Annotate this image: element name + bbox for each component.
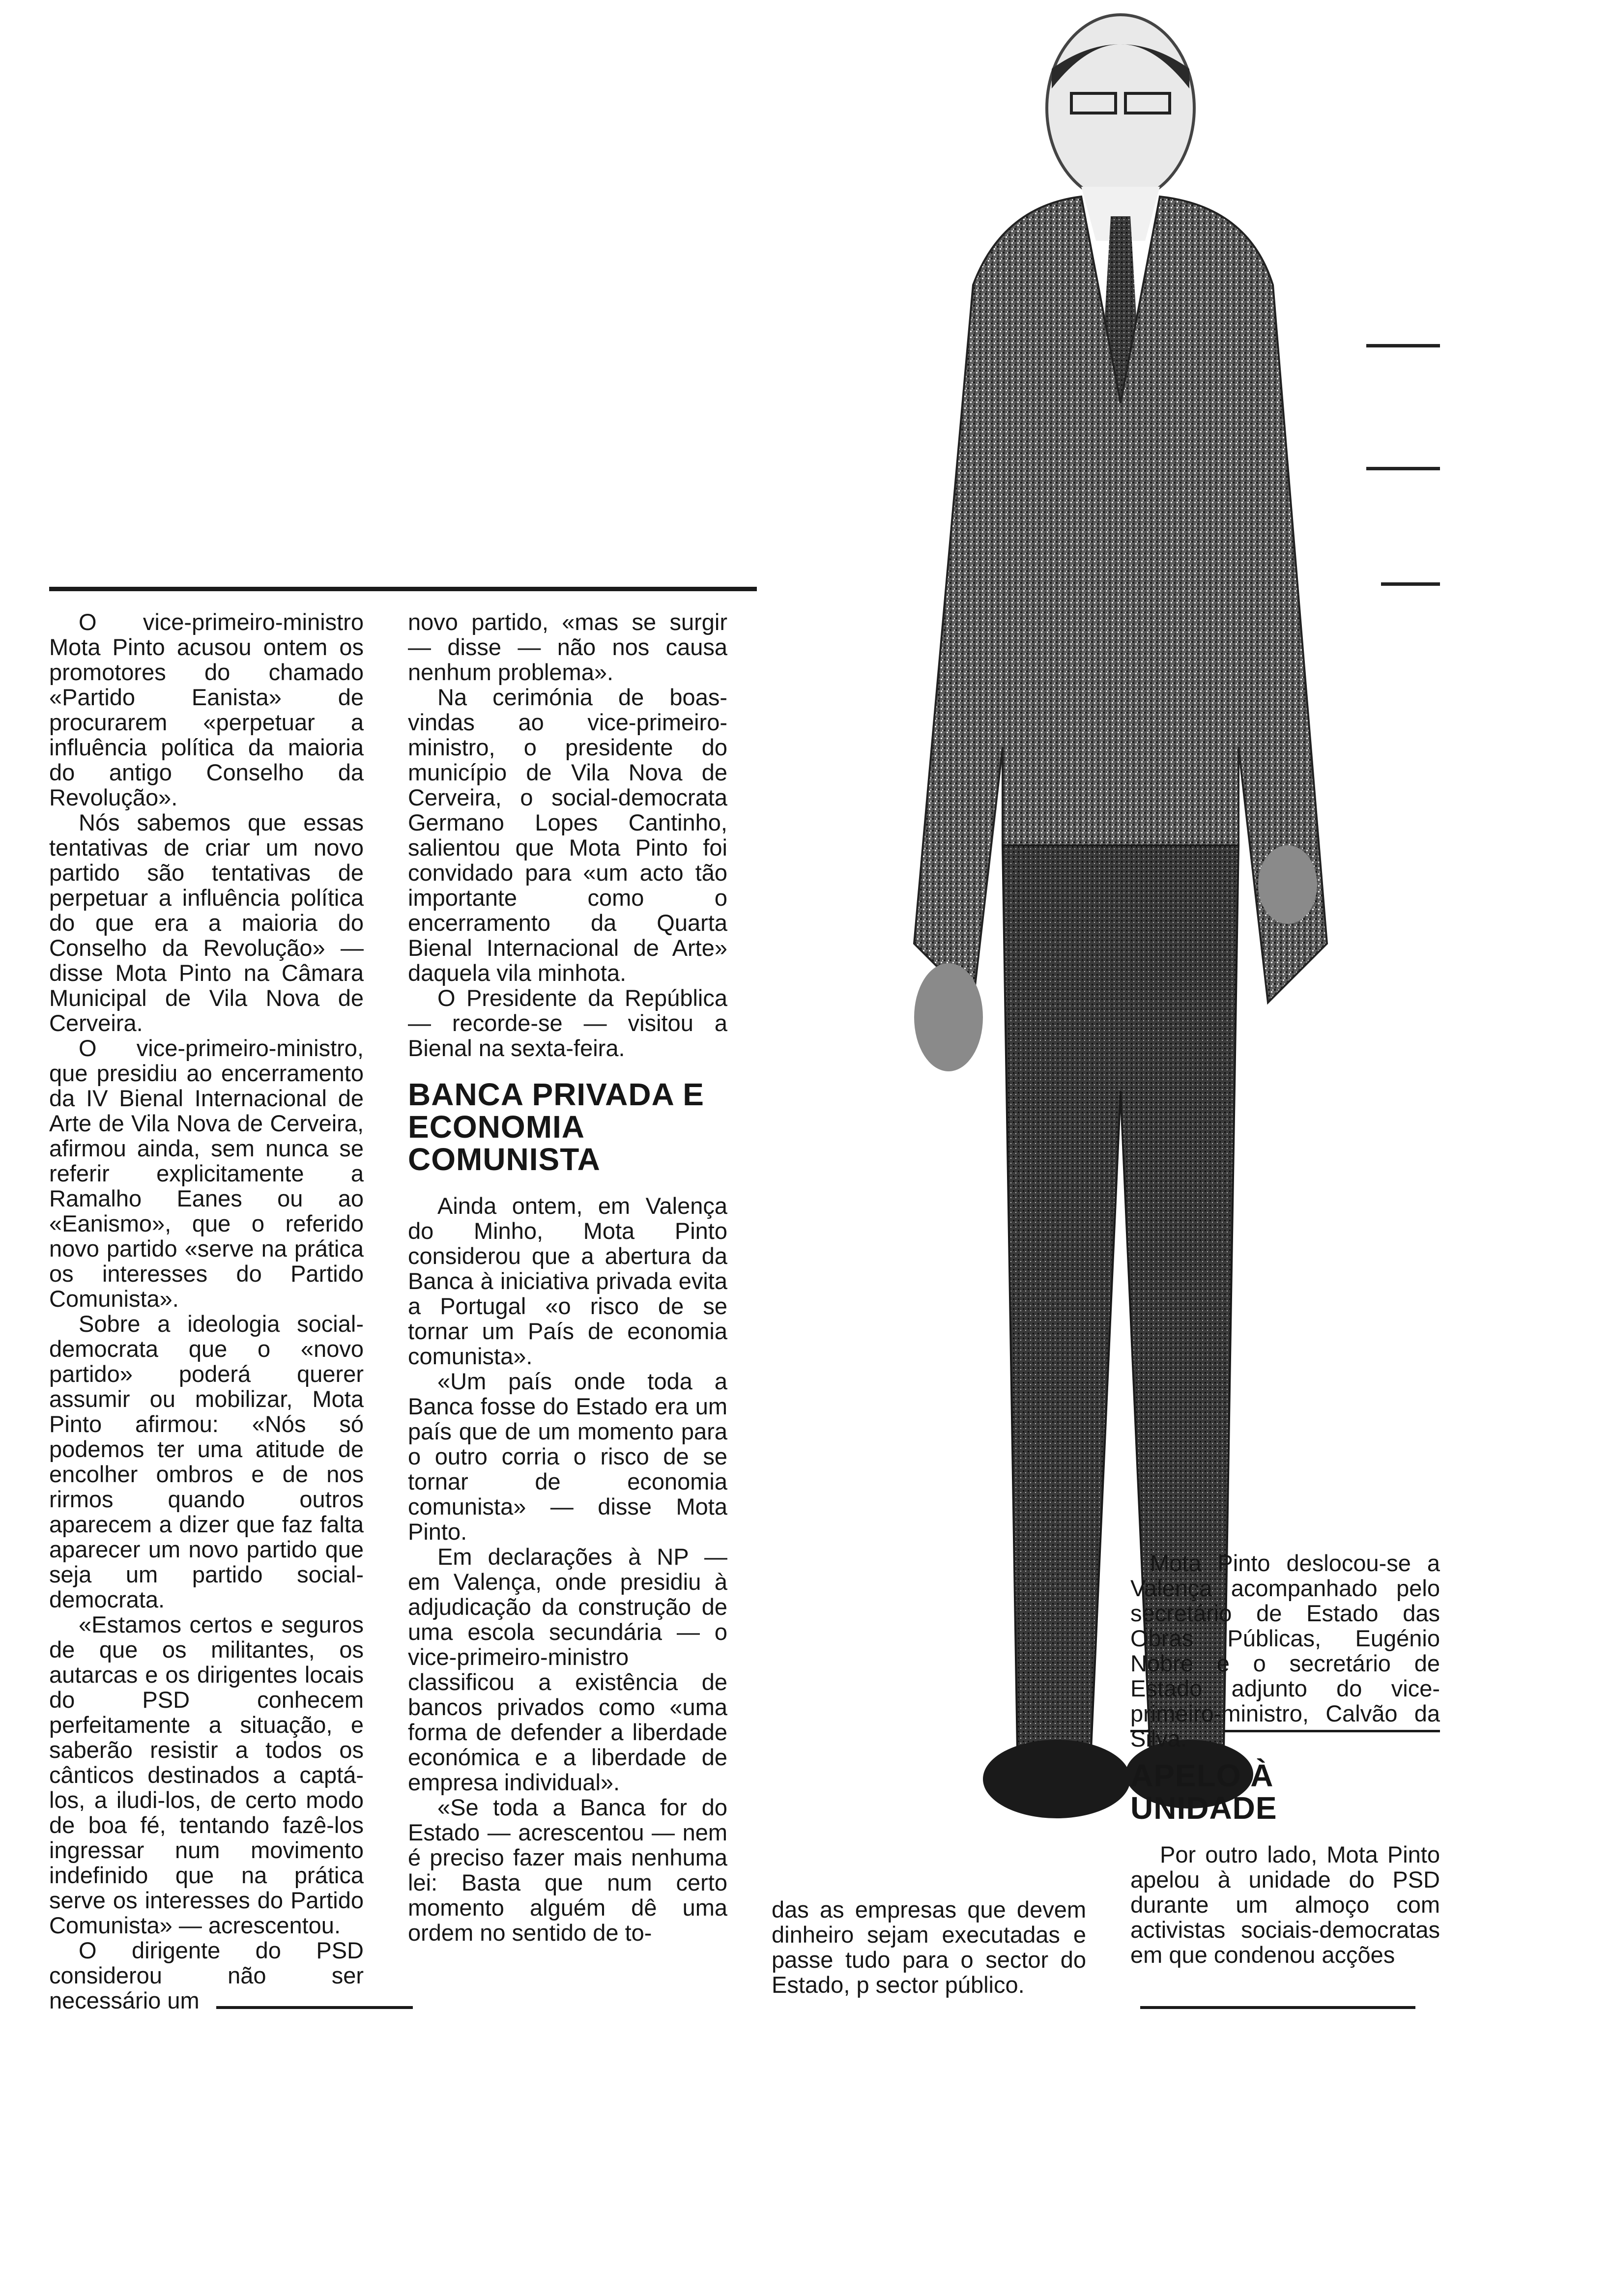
paragraph: O dirigente do PSD considerou não ser necessário um <box>49 1937 364 2013</box>
caption-text: Mota Pinto deslocou-se a Valença acompanhado pelo secretário de Estado das Obras Públicas, Eugénio Nobre e o secretário de Estado adjunto do vice-primeiro-ministro, Calvão da Silva. <box>1130 1550 1440 1751</box>
headline-apelo-unidade: APELO À UNIDADE <box>1130 1758 1277 1826</box>
article-column-4 <box>1130 1750 1440 1967</box>
paragraph: Em declarações à NP — em Valença, onde presidiu à adjudicação da construção de uma escola secundária — o vice-primeiro-ministro classificou a existência de bancos privados como «uma forma de defender a liberdade económica e a liberdade de empresa individual». <box>408 1544 727 1795</box>
article-column-1 <box>49 609 364 2013</box>
paragraph: novo partido, «mas se surgir — disse — não nos causa nenhum problema». <box>408 609 727 685</box>
paragraph: O Presidente da República — recorde-se — visitou a Bienal na sexta-feira. <box>408 985 727 1061</box>
photo-caption <box>1130 1550 1440 1751</box>
paragraph: Na cerimónia de boas-vindas ao vice-primeiro-ministro, o presidente do município de Vila Nova de Cerveira, o social-democrata Germano Lopes Cantinho, salientou que Mota Pinto foi convidado para «um acto tão importante como o encerramento da Quarta Bienal Internacional de Arte» daquela vila minhota. <box>408 684 727 986</box>
paragraph: Por outro lado, Mota Pinto apelou à unidade do PSD durante um almoço com activistas sociais-democratas em que condenou acções <box>1130 1841 1440 1968</box>
paragraph: Sobre a ideologia social-democrata que o «novo partido» poderá querer assumir ou mobilizar, Mota Pinto afirmou: «Nós só podemos ter uma atitude de encolher ombros e de nos rirmos quando outros aparecem a dizer que faz falta aparecer um novo partido que seja um partido social-democrata. <box>49 1311 364 1612</box>
paragraph: Nós sabemos que essas tentativas de criar um novo partido são tentativas de perpetuar a influência política do que era a maioria do Conselho da Revolução» — disse Mota Pinto na Câmara Municipal de Vila Nova de Cerveira. <box>49 809 364 1036</box>
paragraph: O vice-primeiro-ministro Mota Pinto acusou ontem os promotores do chamado «Partido Eanista» de procurarem «perpetuar a influência política da maioria do antigo Conselho da Revolução». <box>49 609 364 810</box>
paragraph: O vice-primeiro-ministro, que presidiu ao encerramento da IV Bienal Internacional de Arte de Vila Nova de Cerveira, afirmou ainda, sem nunca se referir explicitamente a Ramalho Eanes ou ao «Eanismo», que o referido novo partido «serve na prática os interesses do Partido Comunista». <box>49 1035 364 1312</box>
article-column-2 <box>408 609 727 1945</box>
paragraph: «Estamos certos e seguros de que os militantes, os autarcas e os dirigentes locais do PSD conhecem perfeitamente a situação, e saberão resistir a todos os cânticos destinados a captá-los, a iludi-los, de certo modo de boa fé, tentando fazê-los ingressar num movimento indefinido que na prática serve os interesses do Partido Comunista» — acrescentou. <box>49 1611 364 1938</box>
article-column-3 <box>772 1897 1086 1997</box>
bottom-rule-right <box>1140 2006 1415 2009</box>
headline-banca-privada: BANCA PRIVADA E ECONOMIA COMUNISTA <box>408 1077 704 1177</box>
paragraph: Ainda ontem, em Valença do Minho, Mota Pinto considerou que a abertura da Banca à iniciativa privada evita a Portugal «o risco de se tornar um País de economia comunista». <box>408 1193 727 1369</box>
paragraph: «Se toda a Banca for do Estado — acrescentou — nem é preciso fazer mais nenhuma lei: Basta que num certo momento alguém dê uma ordem no sentido de to- <box>408 1794 727 1946</box>
paragraph: «Um país onde toda a Banca fosse do Estado era um país que de um momento para o outro corria o risco de se tornar de economia comunista» — disse Mota Pinto. <box>408 1368 727 1545</box>
paragraph: das as empresas que devem dinheiro sejam executadas e passe tudo para o sector do Estado, p sector público. <box>772 1896 1086 1998</box>
top-rule <box>49 587 757 591</box>
